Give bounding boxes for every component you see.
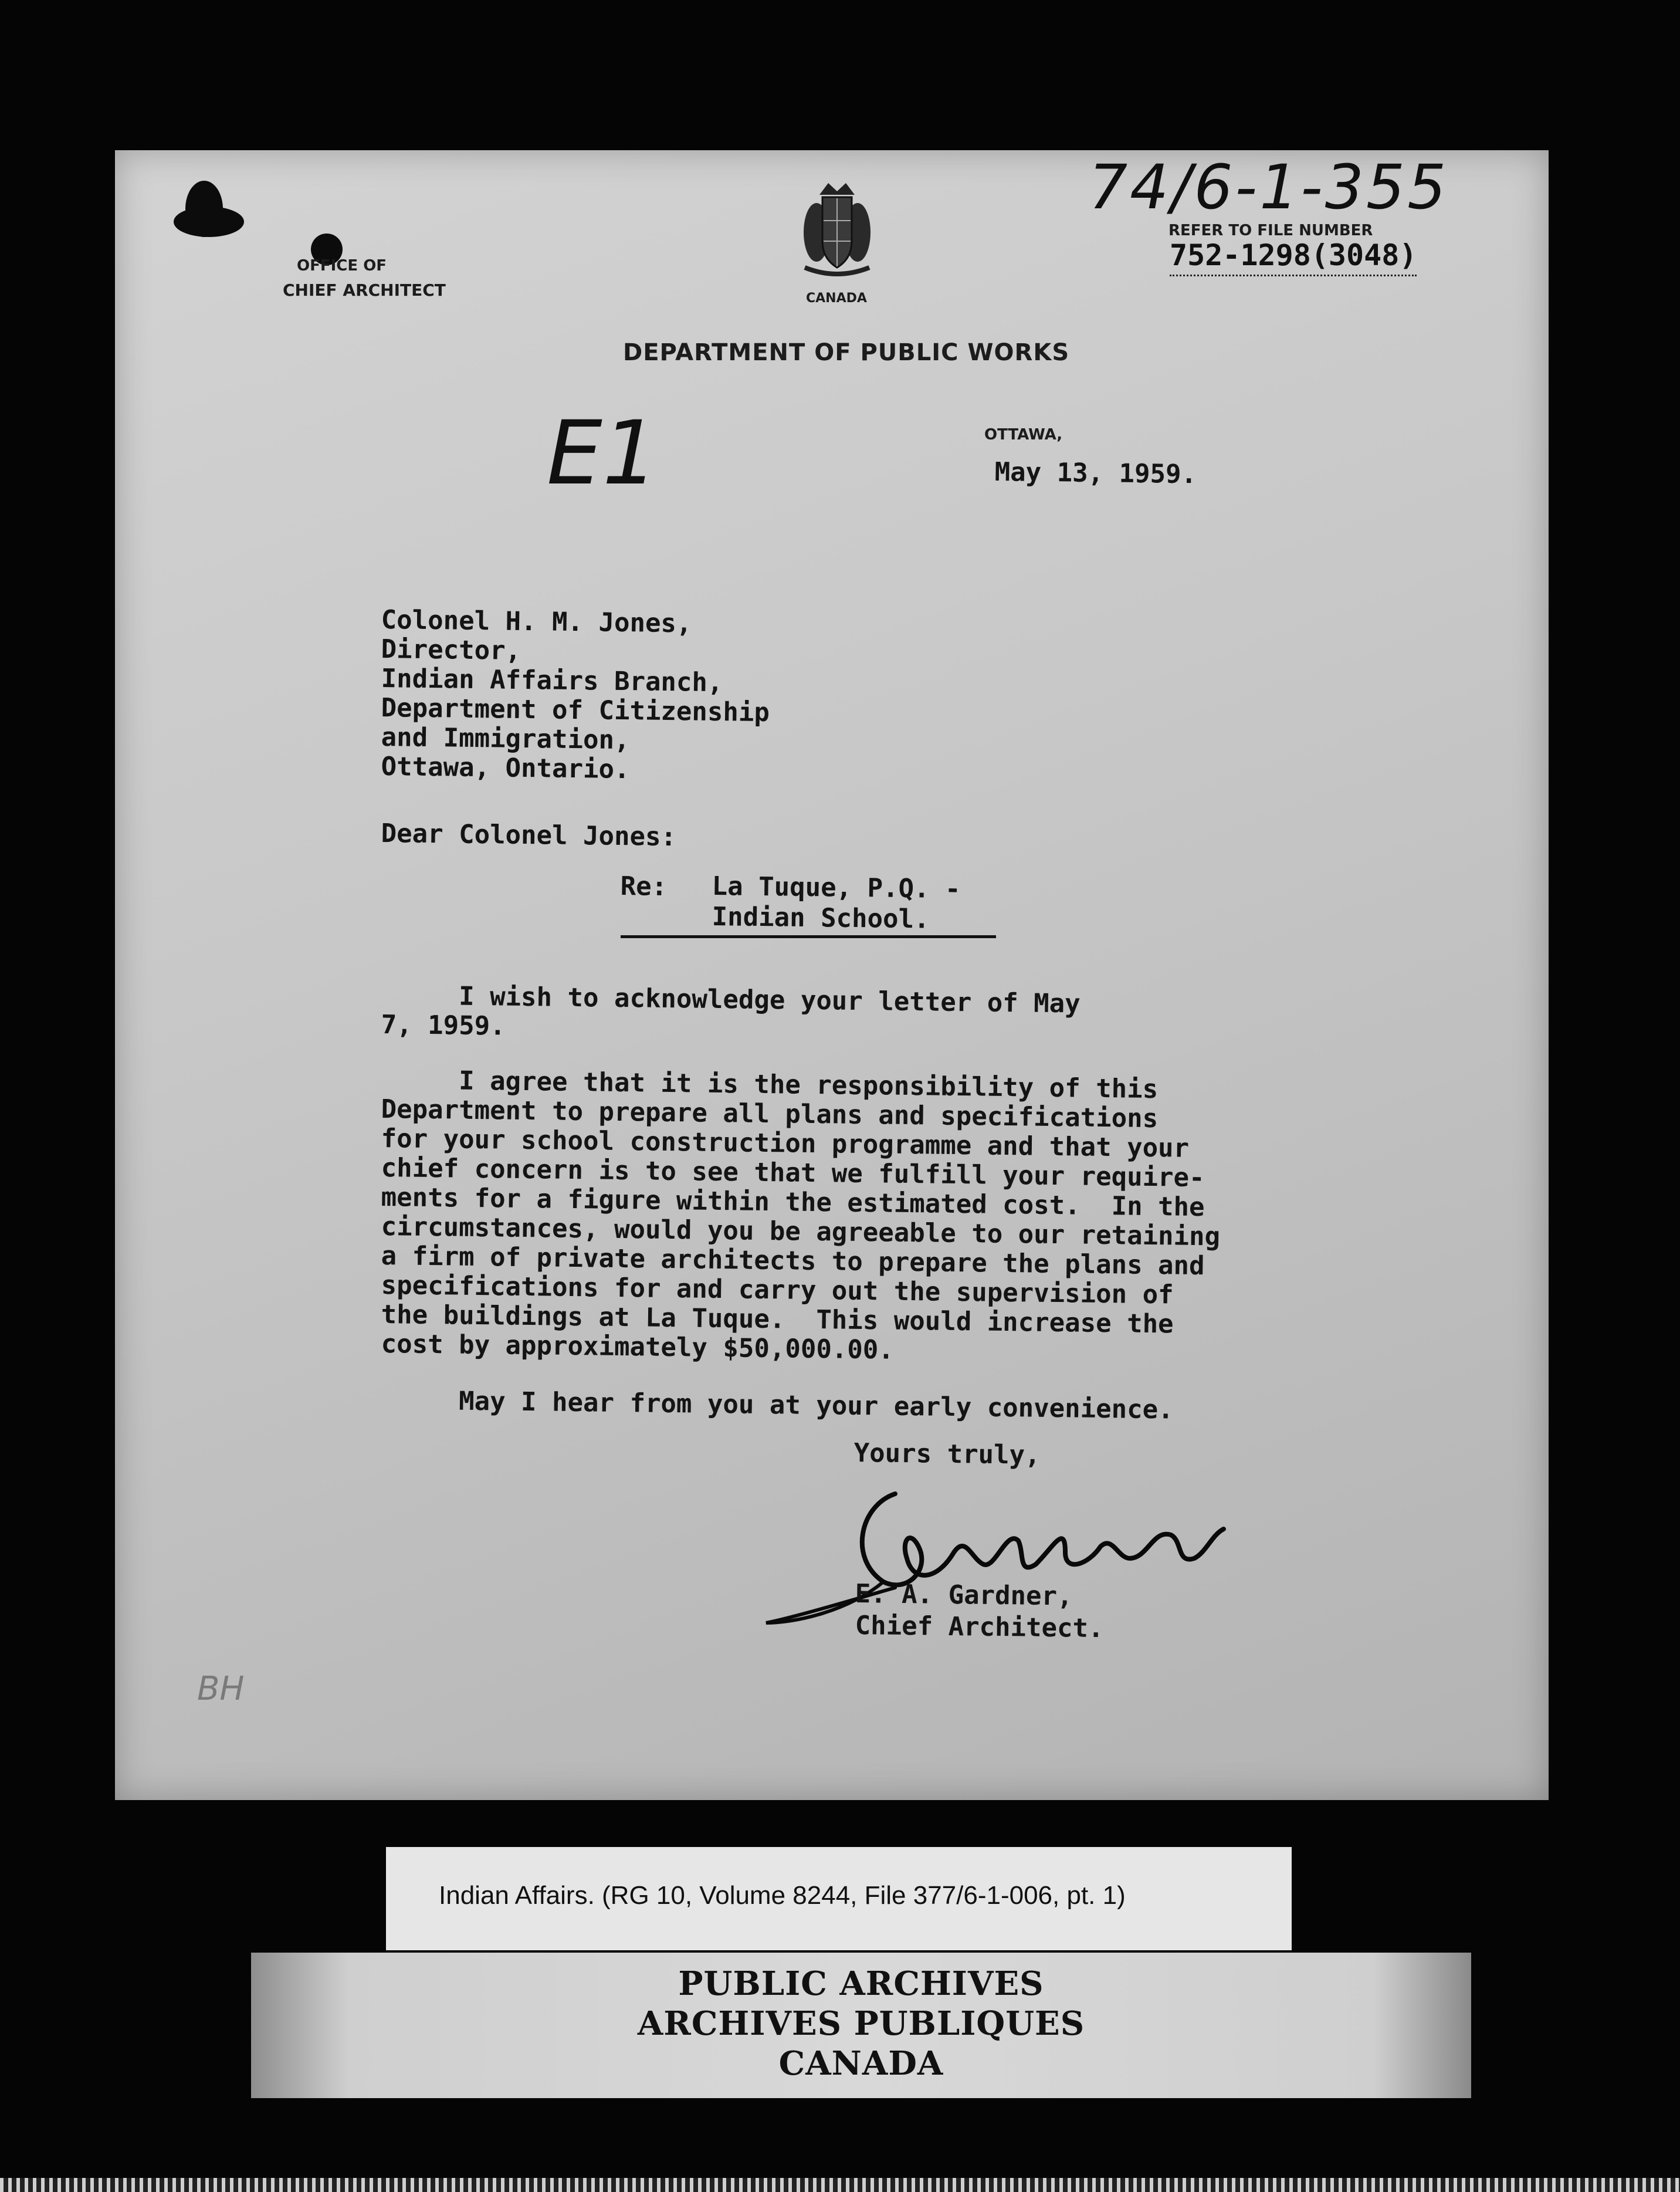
signer-title: Chief Architect. xyxy=(855,1611,1104,1644)
paragraph-line: ments for a figure within the estimated cost. In the xyxy=(381,1182,1205,1223)
stamp-line: PUBLIC ARCHIVES xyxy=(678,1964,1044,2003)
paragraph-line: 7, 1959. xyxy=(381,1010,506,1041)
margin-pencil-mark: BH xyxy=(197,1670,245,1708)
handwritten-mark: E1 xyxy=(547,402,659,505)
handwritten-file-number: 74/6-1-355 xyxy=(1089,151,1449,223)
letter-date: May 13, 1959. xyxy=(994,457,1197,490)
stamp-line: ARCHIVES PUBLIQUES xyxy=(637,2004,1085,2043)
paragraph-line: specifications for and carry out the supervision of xyxy=(381,1270,1174,1310)
re-line-1: La Tuque, P.Q. - xyxy=(712,871,961,905)
paragraph-acknowledge xyxy=(381,981,1081,1040)
signer-name: E. A. Gardner, xyxy=(855,1579,1073,1612)
refer-to-file-label: REFER TO FILE NUMBER xyxy=(1168,222,1373,239)
ink-stain xyxy=(174,207,244,237)
paragraph-line: cost by approximately $50,000.00. xyxy=(381,1329,895,1365)
caption-card xyxy=(386,1847,1292,1950)
paragraph-line: a firm of private architects to prepare the plans and xyxy=(381,1241,1205,1281)
paragraph-line: for your school construction programme and that your xyxy=(381,1124,1190,1163)
archive-stamp xyxy=(251,1953,1471,2098)
address-line: and Immigration, xyxy=(381,722,630,756)
city-label: OTTAWA, xyxy=(984,426,1063,444)
subject-underline xyxy=(621,935,996,938)
address-line: Ottawa, Ontario. xyxy=(381,752,630,785)
caption-text: Indian Affairs. (RG 10, Volume 8244, File 377/6-1-006, pt. 1) xyxy=(439,1881,1126,1910)
crest-caption: CANADA xyxy=(806,291,867,306)
address-line: Colonel H. M. Jones, xyxy=(381,605,692,639)
paragraph-responsibility xyxy=(381,1065,1221,1365)
paragraph-line: Department to prepare all plans and specifications xyxy=(381,1094,1159,1134)
address-line: Director, xyxy=(381,634,521,666)
chief-architect-label: CHIEF ARCHITECT xyxy=(283,280,446,300)
office-label: OFFICE OF xyxy=(297,257,387,275)
address-line: Department of Citizenship xyxy=(381,693,770,728)
department-title: DEPARTMENT OF PUBLIC WORKS xyxy=(623,339,1070,366)
re-label: Re: xyxy=(620,871,668,902)
re-line-2: Indian School. xyxy=(712,902,930,935)
address-line: Indian Affairs Branch, xyxy=(381,664,723,698)
refer-file-number: 752-1298(3048) xyxy=(1170,238,1417,276)
paragraph-convenience: May I hear from you at your early convenience. xyxy=(381,1385,1174,1425)
paragraph-line: chief concern is to see that we fulfill your require- xyxy=(381,1153,1205,1193)
paragraph-line: the buildings at La Tuque. This would increase the xyxy=(381,1300,1174,1339)
stamp-line: CANADA xyxy=(778,2044,944,2083)
paragraph-line: I agree that it is the responsibility of this xyxy=(381,1065,1159,1105)
recipient-address xyxy=(381,605,770,785)
salutation: Dear Colonel Jones: xyxy=(381,818,677,853)
film-edge-ruler xyxy=(0,2178,1680,2192)
closing: Yours truly, xyxy=(853,1438,1041,1470)
canada-coat-of-arms xyxy=(793,180,881,279)
letter-page xyxy=(115,150,1549,1800)
paragraph-line: circumstances, would you be agreeable to our retaining xyxy=(381,1212,1221,1252)
paragraph-line: I wish to acknowledge your letter of May xyxy=(381,980,1081,1019)
